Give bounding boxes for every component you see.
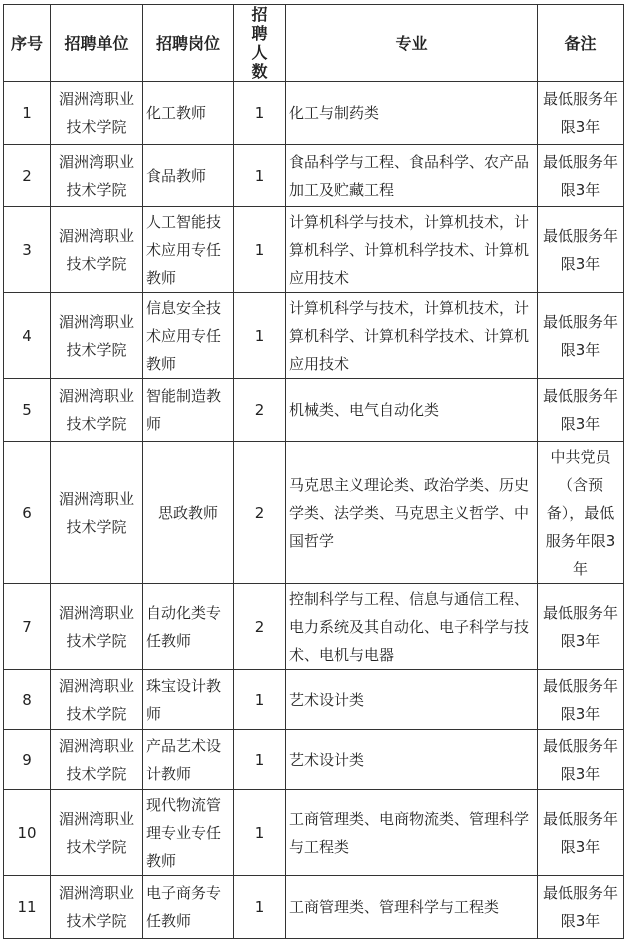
cell-count: 2 [234, 584, 286, 670]
table-row [4, 207, 624, 293]
cell-index: 4 [4, 293, 51, 379]
cell-unit: 湄洲湾职业技术学院 [51, 584, 143, 670]
cell-index: 1 [4, 82, 51, 145]
cell-note: 最低服务年限3年 [538, 730, 624, 790]
cell-unit: 湄洲湾职业技术学院 [51, 145, 143, 207]
cell-note: 最低服务年限3年 [538, 670, 624, 730]
header-post: 招聘岗位 [143, 5, 234, 82]
header-unit: 招聘单位 [51, 5, 143, 82]
cell-note: 最低服务年限3年 [538, 876, 624, 939]
header-index: 序号 [4, 5, 51, 82]
cell-note: 最低服务年限3年 [538, 207, 624, 293]
table-row [4, 670, 624, 730]
cell-major: 工商管理类、管理科学与工程类 [286, 876, 538, 939]
cell-count: 1 [234, 670, 286, 730]
cell-unit: 湄洲湾职业技术学院 [51, 790, 143, 876]
cell-post: 自动化类专任教师 [143, 584, 234, 670]
cell-index: 2 [4, 145, 51, 207]
recruitment-table [3, 4, 624, 939]
cell-count: 1 [234, 82, 286, 145]
table-row [4, 379, 624, 442]
cell-major: 艺术设计类 [286, 730, 538, 790]
cell-count: 2 [234, 442, 286, 584]
cell-note: 最低服务年限3年 [538, 82, 624, 145]
cell-note: 最低服务年限3年 [538, 379, 624, 442]
cell-index: 6 [4, 442, 51, 584]
table-row [4, 442, 624, 584]
cell-post: 电子商务专任教师 [143, 876, 234, 939]
header-major: 专业 [286, 5, 538, 82]
cell-major: 化工与制药类 [286, 82, 538, 145]
cell-count: 1 [234, 730, 286, 790]
cell-index: 10 [4, 790, 51, 876]
cell-index: 5 [4, 379, 51, 442]
cell-major: 食品科学与工程、食品科学、农产品加工及贮藏工程 [286, 145, 538, 207]
cell-count: 1 [234, 876, 286, 939]
cell-count: 2 [234, 379, 286, 442]
table-row [4, 790, 624, 876]
cell-major: 控制科学与工程、信息与通信工程、电力系统及其自动化、电子科学与技术、电机与电器 [286, 584, 538, 670]
table-row [4, 82, 624, 145]
cell-post: 人工智能技术应用专任教师 [143, 207, 234, 293]
cell-unit: 湄洲湾职业技术学院 [51, 207, 143, 293]
cell-count: 1 [234, 207, 286, 293]
cell-index: 11 [4, 876, 51, 939]
cell-major: 艺术设计类 [286, 670, 538, 730]
cell-post: 信息安全技术应用专任教师 [143, 293, 234, 379]
cell-index: 7 [4, 584, 51, 670]
cell-unit: 湄洲湾职业技术学院 [51, 730, 143, 790]
cell-count: 1 [234, 145, 286, 207]
cell-unit: 湄洲湾职业技术学院 [51, 670, 143, 730]
table-row [4, 730, 624, 790]
cell-unit: 湄洲湾职业技术学院 [51, 442, 143, 584]
cell-note: 最低服务年限3年 [538, 790, 624, 876]
cell-post: 食品教师 [143, 145, 234, 207]
cell-count: 1 [234, 790, 286, 876]
header-count: 招聘人数 [234, 5, 286, 82]
cell-index: 8 [4, 670, 51, 730]
cell-unit: 湄洲湾职业技术学院 [51, 293, 143, 379]
cell-note: 中共党员（含预备），最低服务年限3年 [538, 442, 624, 584]
table-row [4, 876, 624, 939]
cell-unit: 湄洲湾职业技术学院 [51, 82, 143, 145]
header-row [4, 5, 624, 82]
cell-post: 智能制造教师 [143, 379, 234, 442]
cell-major: 计算机科学与技术，计算机技术，计算机科学、计算机科学技术、计算机应用技术 [286, 207, 538, 293]
table-row [4, 293, 624, 379]
cell-post: 化工教师 [143, 82, 234, 145]
cell-post: 珠宝设计教师 [143, 670, 234, 730]
cell-major: 机械类、电气自动化类 [286, 379, 538, 442]
cell-note: 最低服务年限3年 [538, 145, 624, 207]
cell-note: 最低服务年限3年 [538, 584, 624, 670]
cell-index: 3 [4, 207, 51, 293]
cell-major: 马克思主义理论类、政治学类、历史学类、法学类、马克思主义哲学、中国哲学 [286, 442, 538, 584]
cell-note: 最低服务年限3年 [538, 293, 624, 379]
header-note: 备注 [538, 5, 624, 82]
cell-unit: 湄洲湾职业技术学院 [51, 379, 143, 442]
cell-post: 现代物流管理专业专任教师 [143, 790, 234, 876]
cell-post: 产品艺术设计教师 [143, 730, 234, 790]
table-row [4, 145, 624, 207]
table-row [4, 584, 624, 670]
cell-major: 工商管理类、电商物流类、管理科学与工程类 [286, 790, 538, 876]
cell-index: 9 [4, 730, 51, 790]
cell-count: 1 [234, 293, 286, 379]
cell-post: 思政教师 [143, 442, 234, 584]
cell-unit: 湄洲湾职业技术学院 [51, 876, 143, 939]
cell-major: 计算机科学与技术，计算机技术，计算机科学、计算机科学技术、计算机应用技术 [286, 293, 538, 379]
